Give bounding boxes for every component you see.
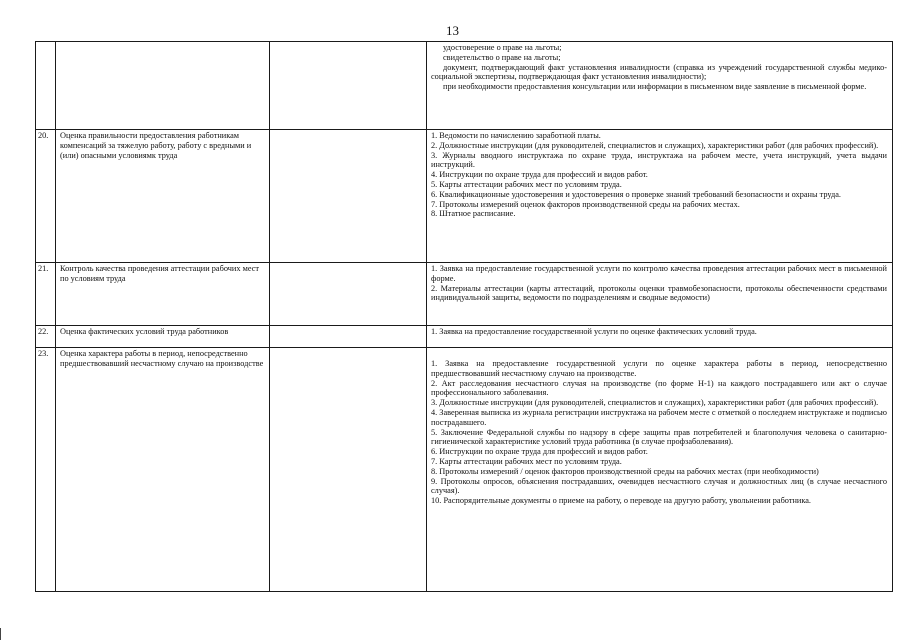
documents-cell <box>427 263 893 326</box>
document-item: 1. Заявка на предоставление государственной услуги по оценке характера работы в период, непосредственно предшествовавший несчастному случаю на производстве. <box>431 359 887 378</box>
document-item: удостоверение о праве на льготы; <box>443 43 562 52</box>
service-name-cell <box>56 42 270 130</box>
row-number-cell: 20. <box>36 130 56 263</box>
scan-edge-mark <box>0 628 1 640</box>
documents-cell <box>427 326 893 348</box>
row-number-cell <box>36 42 56 130</box>
document-item: 8. Протоколы измерений / оценок факторов производственной среды на рабочих местах (при необходимости) <box>431 466 819 476</box>
document-item: 3. Журналы вводного инструктажа по охране труда, инструктажа на рабочем месте, учета инструкций, учета выдачи инструкций. <box>431 150 887 170</box>
service-name-cell <box>56 348 270 592</box>
table-row <box>36 130 893 263</box>
documents-cell <box>427 42 893 130</box>
empty-cell <box>270 326 427 348</box>
document-item: 4. Инструкции по охране труда для профессий и видов работ. <box>431 170 648 180</box>
services-documents-table <box>35 41 893 592</box>
document-item: 2. Материалы аттестации (карты аттестаций, протоколы оценки травмобезопасности, протоколы обеспеченности средствами индивидуальной защиты, ведомости по подразделениям и сводные ведомости) <box>431 283 887 303</box>
documents-cell <box>427 348 893 592</box>
row-number-cell: 21. <box>36 263 56 326</box>
service-name-cell <box>56 326 270 348</box>
document-item: 5. Заключение Федеральной службы по надзору в сфере защиты прав потребителей и благополучия человека о санитарно-гигиенической характеристике условий труда работника (в случае профзаболевания). <box>431 427 887 447</box>
document-item: документ, подтверждающий факт установления инвалидности (справка из учреждений государственной службы медико-социальной экспертизы, подтверждающая факт установления инвалидности); <box>431 62 887 82</box>
document-item: 5. Карты аттестации рабочих мест по условиям труда. <box>431 179 622 189</box>
document-item: 4. Заверенная выписка из журнала регистрации инструктажа на рабочем месте с отметкой о последнем инструктаже и подписью пострадавшего. <box>431 407 887 427</box>
service-name-cell <box>56 263 270 326</box>
document-item: 10. Распорядительные документы о приеме на работу, о переводе на другую работу, увольнении работника. <box>431 496 812 506</box>
document-list <box>431 349 887 506</box>
document-item: 8. Штатное расписание. <box>431 209 516 219</box>
service-name-text: Контроль качества проведения аттестации рабочих мест по условиям труда <box>60 264 260 283</box>
empty-cell <box>270 130 427 263</box>
page-number: 13 <box>446 23 459 38</box>
document-item: 7. Протоколы измерений оценок факторов производственной среды на рабочих местах. <box>431 199 740 209</box>
document-item: 3. Должностные инструкции (для руководителей, специалистов и служащих), характеристики работ (для рабочих профессий). <box>431 398 879 408</box>
document-item: 1. Заявка на предоставление государственной услуги по контролю качества проведения аттестации рабочих мест в письменной форме. <box>431 264 887 283</box>
service-name-cell <box>56 130 270 263</box>
document-item: 9. Протоколы опросов, объяснения пострадавших, очевидцев несчастного случая и должностных лиц (в случае несчастного случая). <box>431 476 887 496</box>
document-item: 6. Квалификационные удостоверения и удостоверения о проверке знаний требований безопасности и охраны труда. <box>431 189 841 199</box>
table-row <box>36 348 893 592</box>
service-name-text: Оценка фактических условий труда работников <box>60 327 229 336</box>
empty-cell <box>270 263 427 326</box>
service-name-text: Оценка правильности предоставления работникам компенсаций за тяжелую работу, работу с вредными и (или) опасными условиямк труда <box>60 131 252 160</box>
table-row <box>36 263 893 326</box>
document-item: при необходимости предоставления консультации или информации в письменном виде заявление в письменной форме. <box>443 82 867 92</box>
document-item: 2. Акт расследования несчастного случая на производстве (по форме Н-1) на каждого пострадавшего или акт о случае профессионального заболевания. <box>431 378 887 398</box>
document-item: 6. Инструкции по охране труда для профессий и видов работ. <box>431 447 648 457</box>
table-row <box>36 42 893 130</box>
row-number-cell: 23. <box>36 348 56 592</box>
empty-cell <box>270 348 427 592</box>
document-item: 1. Ведомости по начислению заработной платы. <box>431 131 601 140</box>
document-item: свидетельство о праве на льготы; <box>443 52 561 62</box>
document-item: 7. Карты аттестации рабочих мест по условиям труда. <box>431 456 622 466</box>
empty-cell <box>270 42 427 130</box>
service-name-text: Оценка характера работы в период, непосредственно предшествовавший несчастному случаю на производстве <box>60 349 264 368</box>
table-row <box>36 326 893 348</box>
document-item: 1. Заявка на предоставление государственной услуги по оценке фактических условий труда. <box>431 327 757 336</box>
document-item: 2. Должностные инструкции (для руководителей, специалистов и служащих), характеристики работ (для рабочих профессий). <box>431 140 879 150</box>
documents-cell <box>427 130 893 263</box>
row-number-cell: 22. <box>36 326 56 348</box>
